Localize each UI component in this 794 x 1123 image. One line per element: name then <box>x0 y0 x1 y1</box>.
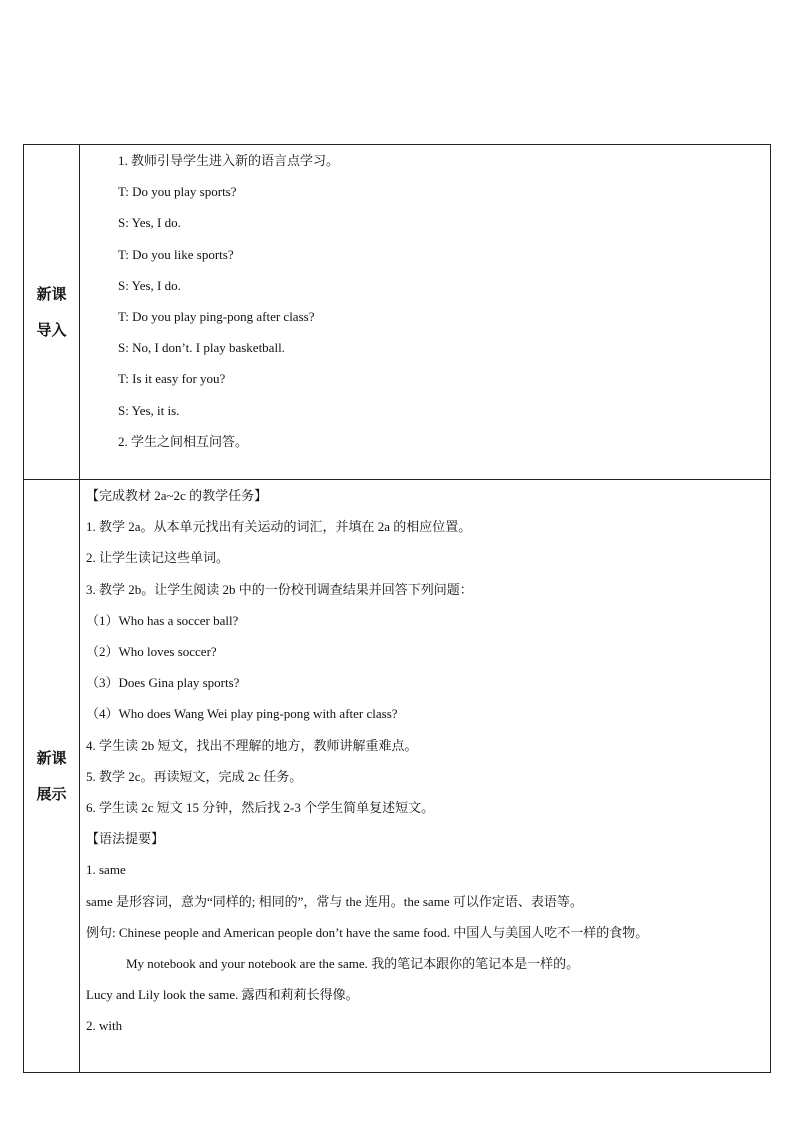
content-line: T: Do you play ping-pong after class? <box>118 309 315 325</box>
content-line: T: Do you play sports? <box>118 184 237 200</box>
content-line: S: No, I don’t. I play basketball. <box>118 340 285 356</box>
question-line: （3）Does Gina play sports? <box>86 675 240 691</box>
section-heading: 【完成教材 2a~2c 的教学任务】 <box>86 488 268 503</box>
section-content-cell <box>80 145 771 480</box>
lesson-table <box>23 144 771 1073</box>
content-line: 2. 学生之间相互问答。 <box>118 433 249 449</box>
section-label-line1: 新课 <box>36 749 67 767</box>
content-line: 5. 教学 2c。再读短文，完成 2c 任务。 <box>86 768 303 784</box>
content-line: 3. 教学 2b。让学生阅读 2b 中的一份校刊调查结果并回答下列问题： <box>86 581 473 597</box>
content-line: S: Yes, I do. <box>118 215 181 231</box>
content-line: S: Yes, it is. <box>118 402 180 418</box>
example-line: Lucy and Lily look the same. 露西和莉莉长得像。 <box>86 987 359 1003</box>
question-line: （1）Who has a soccer ball? <box>86 612 239 628</box>
content-line: 1. 教师引导学生进入新的语言点学习。 <box>118 153 340 168</box>
question-line: （2）Who loves soccer? <box>86 644 217 660</box>
content-line: 6. 学生读 2c 短文 15 分钟，然后找 2-3 个学生简单复述短文。 <box>86 800 435 816</box>
section-label-line2: 导入 <box>36 321 67 339</box>
content-line: 1. same <box>86 862 126 878</box>
content-line: 4. 学生读 2b 短文，找出不理解的地方，教师讲解重难点。 <box>86 737 418 753</box>
section-label-cell <box>24 145 80 480</box>
section-label-line2: 展示 <box>36 785 67 803</box>
example-line: 例句: Chinese people and American people don’t have the same food. 中国人与美国人吃不一样的食物。 <box>86 924 649 940</box>
section-row-intro <box>24 145 771 480</box>
example-line: My notebook and your notebook are the same. 我的笔记本跟你的笔记本是一样的。 <box>126 956 580 972</box>
content-line: T: Is it easy for you? <box>118 371 226 387</box>
content-line: 1. 教学 2a。从本单元找出有关运动的词汇，并填在 2a 的相应位置。 <box>86 519 472 535</box>
section-heading: 【语法提要】 <box>86 831 165 847</box>
section-label-cell <box>24 480 80 1073</box>
section-label-line1: 新课 <box>36 285 67 303</box>
section-content-cell <box>80 480 771 1073</box>
section-row-presentation <box>24 480 771 1073</box>
content-line: 2. with <box>86 1018 123 1034</box>
question-line: （4）Who does Wang Wei play ping-pong with after class? <box>86 706 398 722</box>
content-line: T: Do you like sports? <box>118 246 234 262</box>
content-line: 2. 让学生读记这些单词。 <box>86 550 230 566</box>
content-line: same 是形容词，意为“同样的; 相同的”，常与 the 连用。the same 可以作定语、表语等。 <box>86 893 583 909</box>
content-line: S: Yes, I do. <box>118 277 181 293</box>
